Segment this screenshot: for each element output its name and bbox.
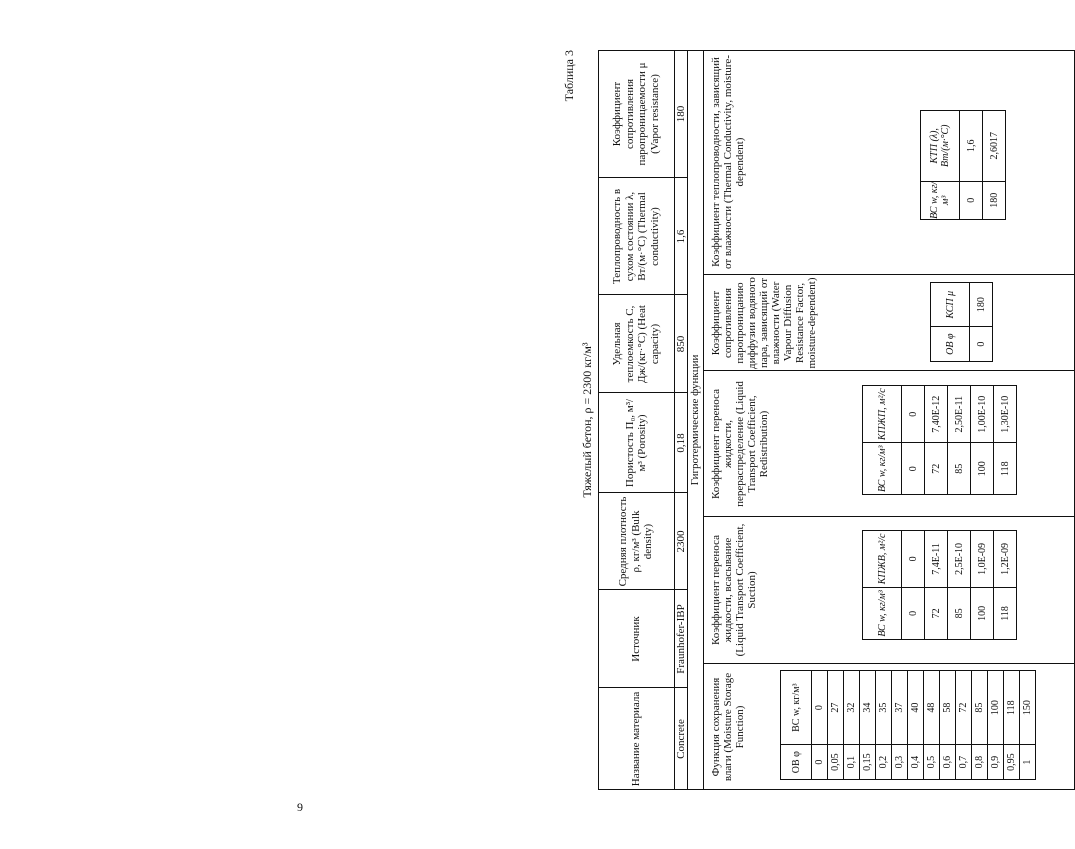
material-vapor-resistance: 180	[674, 105, 687, 123]
redistribution-table	[862, 385, 1017, 495]
table-label: Таблица 3	[562, 50, 576, 102]
table-cell: 0,3	[892, 745, 908, 780]
col-header: ВС w, кг/м³	[921, 181, 960, 219]
table-cell: 48	[924, 671, 940, 745]
fn-col-divider	[703, 274, 1075, 275]
col-header: КСП μ	[931, 283, 970, 327]
table-cell: 0	[960, 181, 983, 219]
table-cell: 72	[925, 587, 948, 639]
table-cell: 40	[908, 671, 924, 745]
table-cell: 7,40E-12	[925, 386, 948, 443]
table-row	[971, 531, 994, 640]
table-cell: 100	[988, 671, 1004, 745]
table-row	[956, 671, 972, 780]
moisture-storage-title: Функция сохранения влаги (Moisture Storage Function)	[710, 672, 746, 782]
suction-table	[862, 530, 1017, 640]
table-row	[1004, 671, 1020, 780]
table-cell: 180	[983, 181, 1006, 219]
table-cell: 72	[925, 443, 948, 495]
material-name: Concrete	[674, 719, 687, 759]
table-row	[902, 531, 925, 640]
table-cell: 100	[971, 443, 994, 495]
table-cell: 1,00E-10	[971, 386, 994, 443]
table-cell: 1,30E-10	[994, 386, 1017, 443]
table-caption: Тяжелый бетон, ρ = 2300 кг/м³	[580, 342, 594, 498]
table-cell: 2,50E-11	[948, 386, 971, 443]
table-cell: 0,1	[844, 745, 860, 780]
table-cell: 27	[828, 671, 844, 745]
table-row	[908, 671, 924, 780]
table-cell: 7,4E-11	[925, 531, 948, 588]
table-row	[948, 386, 971, 495]
material-source: Fraunhofer-IBP	[674, 604, 687, 674]
conductivity-fn-title: Коэффициент теплопроводности, зависящий от влажности (Thermal Conductivity, moisture-dependent)	[710, 55, 746, 269]
table-cell: 0	[812, 745, 828, 780]
diffusion-title: Коэффициент сопротивления паропроницанию диффузии водяного пара, зависящий от влажности (Water Vapour Diffusion Resistance Factor, moisture-dependent)	[710, 277, 818, 369]
table-row	[812, 671, 828, 780]
table-row	[940, 671, 956, 780]
rotated-table-page	[560, 50, 1075, 790]
table-cell: 0,7	[956, 745, 972, 780]
table-cell: 118	[994, 587, 1017, 639]
table-cell: 2,6017	[983, 111, 1006, 182]
col-header: ОВ φ	[931, 327, 970, 362]
table-cell: 2,5E-10	[948, 531, 971, 588]
table-row	[994, 531, 1017, 640]
table-row	[876, 671, 892, 780]
table-cell: 100	[971, 587, 994, 639]
table-cell: 0	[902, 531, 925, 588]
table-cell: 1	[1020, 745, 1036, 780]
table-cell: 0	[902, 587, 925, 639]
table-row	[844, 671, 860, 780]
table-row	[860, 671, 876, 780]
header-vapor-resistance: Коэффициент сопротивления паропроницаемости μ (Vapor resistance)	[611, 62, 661, 166]
table-cell: 0,5	[924, 745, 940, 780]
col-header: ВС w, кг/м³	[863, 587, 902, 639]
header-conductivity: Теплопроводность в сухом состоянии λ, Вт/(м·°C) (Thermal conductivity)	[611, 188, 661, 285]
table-cell: 0	[902, 386, 925, 443]
conductivity-fn-table	[920, 110, 1006, 220]
table-cell: 0,9	[988, 745, 1004, 780]
table-cell: 118	[1004, 671, 1020, 745]
table-cell: 0,6	[940, 745, 956, 780]
table-cell: 34	[860, 671, 876, 745]
table-cell: 72	[956, 671, 972, 745]
table-cell: 37	[892, 671, 908, 745]
material-heat-capacity: 850	[674, 335, 687, 353]
col-header: КПЖВ, м²/с	[863, 531, 902, 588]
table-cell: 85	[972, 671, 988, 745]
table-row	[892, 671, 908, 780]
table-cell: 0,05	[828, 745, 844, 780]
col-header: КТП (λ), Вт/(м·°C)	[921, 111, 960, 182]
table-cell: 0,4	[908, 745, 924, 780]
table-cell: 85	[948, 587, 971, 639]
material-porosity: 0,18	[674, 433, 687, 453]
table-row	[971, 386, 994, 495]
col-header: ВС w, кг/м³	[781, 671, 812, 745]
table-cell: 1,2E-09	[994, 531, 1017, 588]
table-row	[988, 671, 1004, 780]
table-cell: 0	[902, 443, 925, 495]
col-header: КПЖП, м²/с	[863, 386, 902, 443]
fn-col-divider	[703, 370, 1075, 371]
table-row	[970, 283, 993, 362]
table-cell: 0,95	[1004, 745, 1020, 780]
table-cell: 180	[970, 283, 993, 327]
section-title: Гигротермические функции	[689, 354, 701, 486]
header-source: Источник	[629, 616, 642, 662]
table-row	[960, 111, 983, 220]
table-cell: 0	[970, 327, 993, 362]
header-porosity: Пористость Π₀, м³/м³ (Porosity)	[623, 398, 648, 488]
diffusion-table	[930, 282, 993, 362]
table-cell: 58	[940, 671, 956, 745]
table-cell: 0	[812, 671, 828, 745]
table-cell: 0,2	[876, 745, 892, 780]
table-cell: 0,15	[860, 745, 876, 780]
table-cell: 150	[1020, 671, 1036, 745]
table-row	[994, 386, 1017, 495]
col-header: ОВ φ	[781, 745, 812, 780]
table-cell: 32	[844, 671, 860, 745]
header-name: Название материала	[629, 691, 642, 787]
col-header: ВС w, кг/м³	[863, 443, 902, 495]
table-row	[948, 531, 971, 640]
moisture-storage-table	[780, 670, 1036, 780]
table-cell: 1,6	[960, 111, 983, 182]
fn-col-divider	[703, 516, 1075, 517]
fn-col-divider	[703, 663, 1075, 664]
table-cell: 1,0E-09	[971, 531, 994, 588]
page-number: 9	[297, 800, 303, 814]
table-row	[902, 386, 925, 495]
header-heat-capacity: Удельная теплоемкость C, Дж/(кг·°C) (Heat capacity)	[611, 305, 661, 383]
table-row	[972, 671, 988, 780]
table-cell: 118	[994, 443, 1017, 495]
table-row	[828, 671, 844, 780]
table-cell: 35	[876, 671, 892, 745]
table-row	[925, 531, 948, 640]
table-cell: 0,8	[972, 745, 988, 780]
material-conductivity: 1,6	[674, 229, 687, 244]
suction-title: Коэффициент переноса жидкости, всасывание (Liquid Transport Coefficient, Suction)	[710, 523, 758, 657]
table-row	[924, 671, 940, 780]
redistribution-title: Коэффициент переноса жидкости, перераспределение (Liquid Transport Coefficient, Redistribution)	[710, 381, 770, 507]
table-row	[925, 386, 948, 495]
header-density: Средняя плотность ρ, кг/м³ (Bulk density)	[617, 496, 655, 587]
table-row	[1020, 671, 1036, 780]
material-density: 2300	[674, 530, 687, 553]
table-row	[983, 111, 1006, 220]
table-cell: 85	[948, 443, 971, 495]
section-divider	[703, 50, 704, 790]
